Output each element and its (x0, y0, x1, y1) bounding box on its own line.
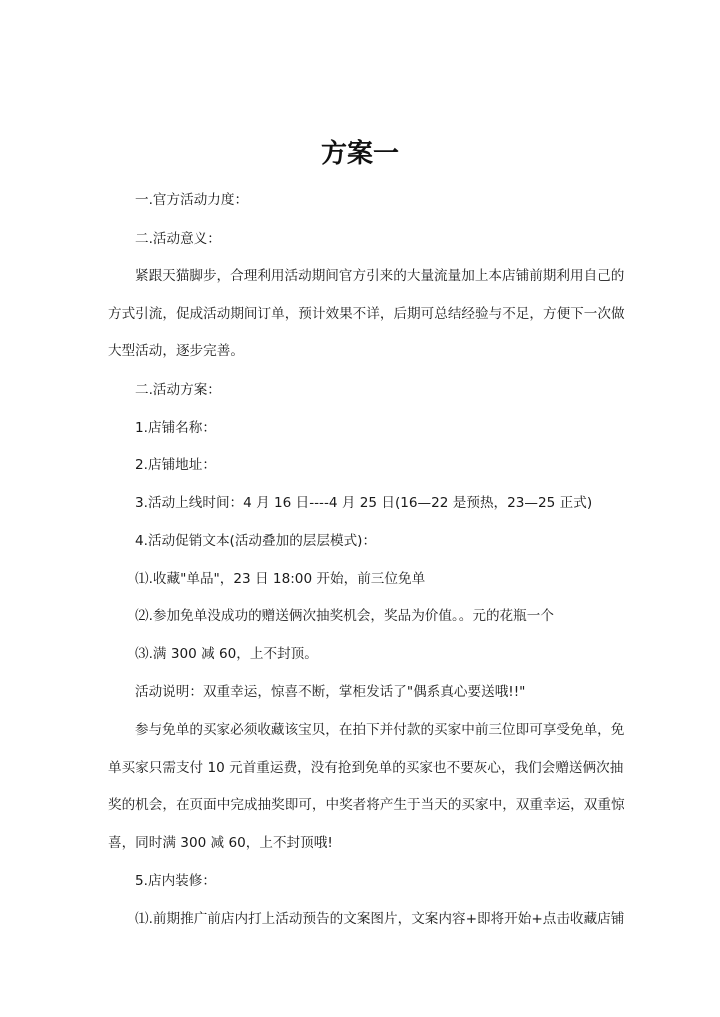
paragraph-line: 紧跟天猫脚步，合理利用活动期间官方引来的大量流量加上本店铺前期利用自己的 (135, 268, 625, 284)
paragraph-line: 大型活动，逐步完善。 (108, 343, 244, 359)
paragraph-line: 单买家只需支付 10 元首重运费，没有抢到免单的买家也不要灰心，我们会赠送俩次抽 (108, 760, 624, 776)
paragraph-line: ⑴.前期推广前店内打上活动预告的文案图片，文案内容+即将开始+点击收藏店铺 (135, 911, 625, 927)
paragraph-line: 4.活动促销文本(活动叠加的层层模式)： (135, 533, 377, 549)
paragraph-line: ⑴.收藏"单品"，23 日 18:00 开始，前三位免单 (135, 571, 426, 587)
paragraph-line: 2.店铺地址： (135, 457, 216, 473)
paragraph-line: 活动说明：双重幸运，惊喜不断，掌柜发话了"偶系真心要送哦!!" (135, 684, 526, 700)
paragraph-line: ⑶.满 300 减 60，上不封顶。 (135, 646, 318, 662)
paragraph-line: 5.店内装修： (135, 873, 216, 889)
paragraph-line: 方式引流，促成活动期间订单，预计效果不详，后期可总结经验与不足，方便下一次做 (108, 306, 625, 322)
paragraph-line: 1.店铺名称： (135, 420, 216, 436)
paragraph-line: 二.活动方案： (135, 382, 221, 398)
paragraph-line: 喜，同时满 300 减 60，上不封顶哦! (108, 835, 333, 851)
paragraph-line: ⑵.参加免单没成功的赠送俩次抽奖机会，奖品为价值。。元的花瓶一个 (135, 608, 554, 624)
paragraph-line: 奖的机会，在页面中完成抽奖即可，中奖者将产生于当天的买家中，双重幸运，双重惊 (108, 797, 625, 813)
document-title: 方案一 (320, 139, 399, 169)
paragraph-line: 3.活动上线时间：4 月 16 日----4 月 25 日(16—22 是预热，23—25 正式) (135, 495, 593, 511)
paragraph-line: 二.活动意义： (135, 231, 221, 247)
paragraph-line: 一.官方活动力度： (135, 192, 249, 208)
paragraph-line: 参与免单的买家必须收藏该宝贝，在拍下并付款的买家中前三位即可享受免单，免 (135, 722, 625, 738)
